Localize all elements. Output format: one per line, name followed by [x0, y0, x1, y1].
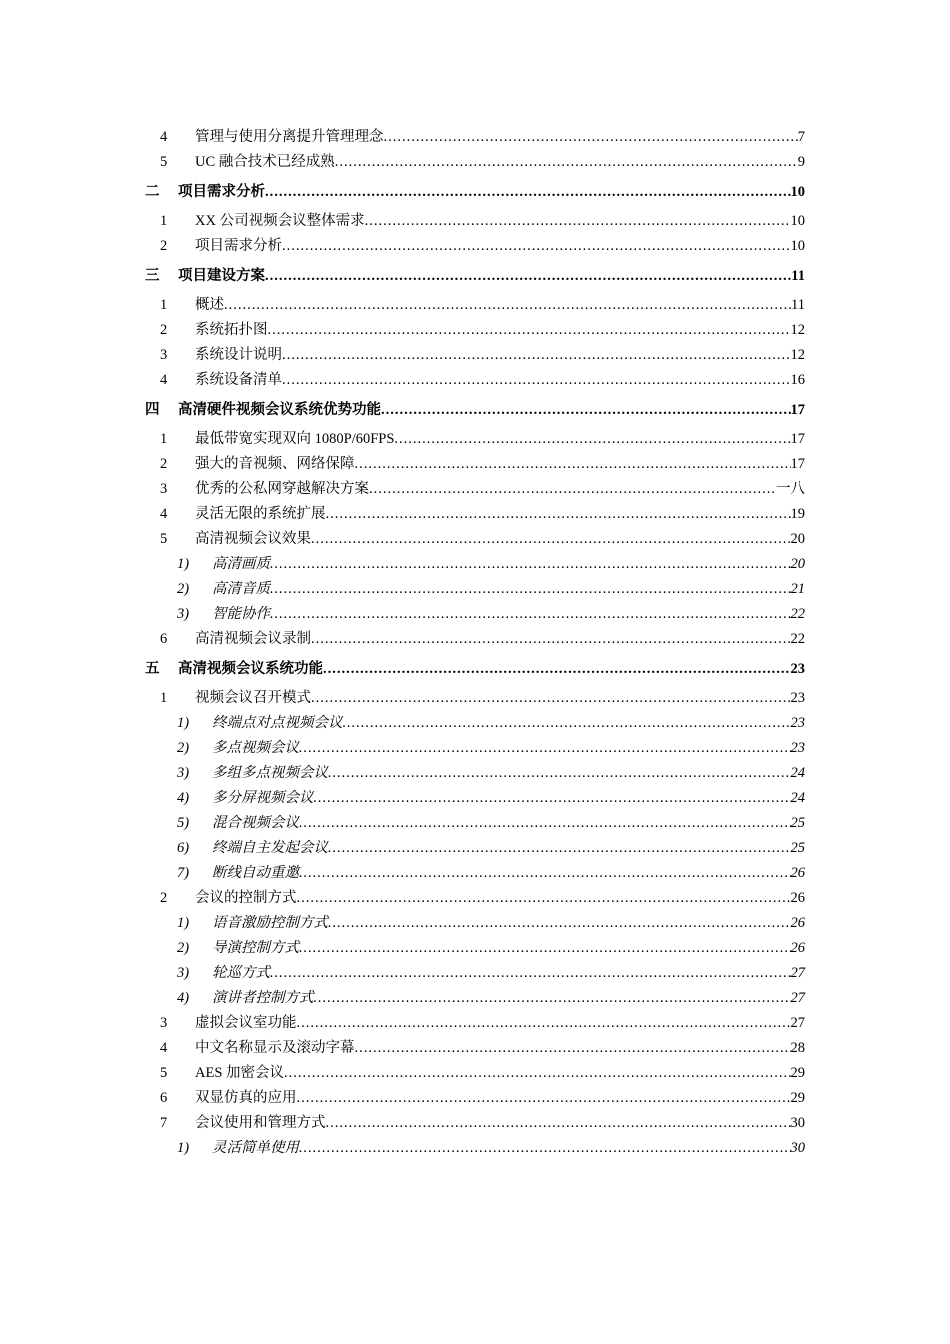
toc-entry-page: 24 — [790, 765, 805, 781]
toc-entry-number: 5 — [160, 531, 168, 547]
toc-entry-page: 23 — [790, 690, 805, 706]
toc-entry-page: 9 — [797, 154, 805, 170]
toc-entry-title: 会议的控制方式 — [195, 890, 297, 906]
toc-entry-number: 4 — [160, 372, 168, 388]
dot-leader — [297, 1011, 791, 1036]
toc-entry-title: 多分屏视频会议 — [212, 790, 314, 806]
toc-entry-title: XX 公司视频会议整体需求 — [195, 213, 365, 229]
toc-entry-title: 高清视频会议系统功能 — [178, 661, 323, 677]
dot-leader — [355, 1036, 791, 1061]
toc-entry-page: 11 — [791, 297, 805, 313]
toc-entry-row[interactable] — [0, 761, 950, 786]
toc-entry-page: 20 — [790, 531, 805, 547]
toc-entry-row[interactable] — [0, 1086, 950, 1111]
toc-entry-row[interactable] — [0, 686, 950, 711]
toc-entry-title: 智能协作 — [212, 606, 270, 622]
toc-entry-title: 项目建设方案 — [178, 268, 265, 284]
toc-entry-page: 23 — [790, 740, 805, 756]
toc-entry-row[interactable] — [0, 209, 950, 234]
toc-entry-row[interactable] — [0, 1111, 950, 1136]
dot-leader — [297, 1086, 791, 1111]
toc-entry-row[interactable] — [0, 786, 950, 811]
toc-entry-number: 2) — [177, 940, 190, 956]
dot-leader — [284, 1061, 790, 1086]
toc-entry-title: 灵活简单使用 — [212, 1140, 299, 1156]
dot-leader — [270, 602, 791, 627]
toc-entry-title: 语音激励控制方式 — [212, 915, 328, 931]
toc-entry-number: 2 — [160, 238, 168, 254]
toc-entry-page: 27 — [790, 990, 805, 1006]
toc-entry-number: 1) — [177, 915, 190, 931]
toc-entry-number: 3) — [177, 606, 190, 622]
dot-leader — [326, 502, 791, 527]
toc-entry-row[interactable] — [0, 125, 950, 150]
toc-entry-number: 三 — [145, 268, 160, 284]
toc-section-row[interactable] — [0, 259, 950, 293]
toc-entry-title: 高清视频会议效果 — [195, 531, 311, 547]
toc-entry-page: 一八 — [776, 481, 805, 497]
toc-entry-row[interactable] — [0, 1011, 950, 1036]
toc-entry-number: 2 — [160, 456, 168, 472]
toc-entry-page: 21 — [790, 581, 805, 597]
toc-entry-title: 双显仿真的应用 — [195, 1090, 297, 1106]
toc-entry-row[interactable] — [0, 961, 950, 986]
table-of-contents — [0, 125, 950, 1161]
toc-entry-row[interactable] — [0, 986, 950, 1011]
toc-entry-title: 终端点对点视频会议 — [212, 715, 343, 731]
toc-entry-row[interactable] — [0, 602, 950, 627]
toc-entry-row[interactable] — [0, 1061, 950, 1086]
toc-entry-row[interactable] — [0, 502, 950, 527]
toc-entry-page: 7 — [797, 129, 805, 145]
toc-entry-row[interactable] — [0, 811, 950, 836]
toc-entry-page: 26 — [790, 890, 805, 906]
dot-leader — [384, 125, 798, 150]
toc-entry-page: 26 — [790, 865, 805, 881]
toc-entry-number: 3) — [177, 765, 190, 781]
toc-entry-row[interactable] — [0, 836, 950, 861]
toc-entry-page: 10 — [790, 184, 805, 200]
toc-entry-row[interactable] — [0, 318, 950, 343]
toc-entry-title: 灵活无限的系统扩展 — [195, 506, 326, 522]
toc-section-row[interactable] — [0, 393, 950, 427]
toc-entry-number: 2) — [177, 740, 190, 756]
dot-leader — [326, 1111, 791, 1136]
dot-leader — [314, 786, 791, 811]
toc-entry-page: 17 — [790, 431, 805, 447]
toc-entry-number: 1 — [160, 431, 168, 447]
toc-entry-number: 1) — [177, 556, 190, 572]
dot-leader — [265, 259, 791, 293]
toc-entry-page: 11 — [791, 268, 805, 284]
toc-entry-page: 20 — [790, 556, 805, 572]
toc-entry-title: 多组多点视频会议 — [212, 765, 328, 781]
dot-leader — [297, 886, 791, 911]
dot-leader — [394, 427, 790, 452]
toc-entry-row[interactable] — [0, 552, 950, 577]
toc-entry-number: 1 — [160, 213, 168, 229]
toc-entry-title: 多点视频会议 — [212, 740, 299, 756]
toc-entry-page: 12 — [790, 322, 805, 338]
toc-entry-row[interactable] — [0, 1136, 950, 1161]
toc-entry-page: 10 — [790, 213, 805, 229]
toc-entry-number: 6 — [160, 631, 168, 647]
toc-entry-number: 7) — [177, 865, 190, 881]
dot-leader — [311, 627, 791, 652]
toc-entry-page: 22 — [790, 631, 805, 647]
dot-leader — [299, 1136, 791, 1161]
toc-entry-row[interactable] — [0, 1036, 950, 1061]
toc-entry-number: 1 — [160, 297, 168, 313]
toc-entry-title: 高清视频会议录制 — [195, 631, 311, 647]
toc-entry-page: 30 — [790, 1115, 805, 1131]
toc-entry-number: 3 — [160, 1015, 168, 1031]
dot-leader — [265, 175, 791, 209]
dot-leader — [224, 293, 791, 318]
toc-entry-number: 5) — [177, 815, 190, 831]
dot-leader — [335, 150, 798, 175]
toc-entry-title: 高清画质 — [212, 556, 270, 572]
toc-entry-number: 1 — [160, 690, 168, 706]
toc-entry-title: 会议使用和管理方式 — [195, 1115, 326, 1131]
toc-entry-title: 高清音质 — [212, 581, 270, 597]
toc-entry-page: 24 — [790, 790, 805, 806]
toc-entry-number: 5 — [160, 1065, 168, 1081]
toc-entry-number: 二 — [145, 184, 160, 200]
toc-entry-title: UC 融合技术已经成熟 — [195, 154, 335, 170]
toc-section-row[interactable] — [0, 175, 950, 209]
toc-entry-page: 29 — [790, 1090, 805, 1106]
toc-entry-title: 项目需求分析 — [178, 184, 265, 200]
toc-entry-title: 管理与使用分离提升管理理念 — [195, 129, 384, 145]
dot-leader — [299, 811, 791, 836]
dot-leader — [328, 761, 791, 786]
toc-entry-page: 23 — [790, 661, 805, 677]
toc-entry-row[interactable] — [0, 886, 950, 911]
toc-entry-row[interactable] — [0, 368, 950, 393]
dot-leader — [314, 986, 791, 1011]
toc-entry-page: 12 — [790, 347, 805, 363]
toc-entry-number: 四 — [145, 402, 160, 418]
dot-leader — [299, 936, 791, 961]
toc-section-row[interactable] — [0, 652, 950, 686]
toc-entry-title: 中文名称显示及滚动字幕 — [195, 1040, 355, 1056]
toc-entry-row[interactable] — [0, 736, 950, 761]
dot-leader — [270, 961, 791, 986]
toc-entry-number: 4 — [160, 1040, 168, 1056]
toc-entry-number: 五 — [145, 661, 160, 677]
toc-entry-number: 5 — [160, 154, 168, 170]
dot-leader — [328, 911, 791, 936]
toc-entry-row[interactable] — [0, 711, 950, 736]
toc-entry-number: 6) — [177, 840, 190, 856]
dot-leader — [328, 836, 791, 861]
dot-leader — [268, 318, 791, 343]
toc-entry-number: 4) — [177, 790, 190, 806]
toc-entry-title: 虚拟会议室功能 — [195, 1015, 297, 1031]
dot-leader — [270, 552, 791, 577]
dot-leader — [381, 393, 791, 427]
toc-entry-title: 终端自主发起会议 — [212, 840, 328, 856]
toc-entry-title: 系统设计说明 — [195, 347, 282, 363]
toc-entry-number: 3 — [160, 481, 168, 497]
toc-entry-number: 1) — [177, 715, 190, 731]
toc-entry-row[interactable] — [0, 527, 950, 552]
toc-entry-title: AES 加密会议 — [195, 1065, 285, 1081]
toc-entry-number: 1) — [177, 1140, 190, 1156]
toc-entry-page: 23 — [790, 715, 805, 731]
toc-entry-page: 25 — [790, 815, 805, 831]
toc-entry-page: 26 — [790, 915, 805, 931]
toc-entry-title: 演讲者控制方式 — [212, 990, 314, 1006]
toc-entry-number: 3 — [160, 347, 168, 363]
dot-leader — [323, 652, 791, 686]
toc-entry-page: 27 — [790, 1015, 805, 1031]
toc-entry-row[interactable] — [0, 150, 950, 175]
toc-entry-title: 强大的音视频、网络保障 — [195, 456, 355, 472]
toc-entry-row[interactable] — [0, 911, 950, 936]
toc-entry-number: 6 — [160, 1090, 168, 1106]
toc-entry-title: 导演控制方式 — [212, 940, 299, 956]
toc-entry-row[interactable] — [0, 577, 950, 602]
toc-entry-row[interactable] — [0, 452, 950, 477]
toc-entry-number: 4) — [177, 990, 190, 1006]
dot-leader — [299, 736, 791, 761]
toc-entry-page: 25 — [790, 840, 805, 856]
toc-entry-page: 28 — [790, 1040, 805, 1056]
toc-entry-row[interactable] — [0, 234, 950, 259]
toc-entry-title: 优秀的公私网穿越解决方案 — [195, 481, 369, 497]
toc-entry-row[interactable] — [0, 477, 950, 502]
toc-entry-row[interactable] — [0, 861, 950, 886]
toc-entry-page: 16 — [790, 372, 805, 388]
toc-entry-number: 4 — [160, 506, 168, 522]
toc-entry-number: 4 — [160, 129, 168, 145]
toc-entry-title: 项目需求分析 — [195, 238, 282, 254]
toc-entry-title: 概述 — [195, 297, 224, 313]
toc-entry-page: 10 — [790, 238, 805, 254]
dot-leader — [343, 711, 791, 736]
toc-entry-page: 17 — [790, 402, 805, 418]
toc-entry-title: 系统拓扑图 — [195, 322, 268, 338]
toc-entry-title: 最低带宽实现双向 1080P/60FPS — [195, 431, 395, 447]
toc-entry-row[interactable] — [0, 343, 950, 368]
dot-leader — [282, 343, 791, 368]
toc-entry-page: 30 — [790, 1140, 805, 1156]
dot-leader — [270, 577, 791, 602]
dot-leader — [282, 368, 791, 393]
toc-entry-title: 视频会议召开模式 — [195, 690, 311, 706]
dot-leader — [299, 861, 791, 886]
toc-entry-number: 2 — [160, 890, 168, 906]
toc-entry-page: 22 — [790, 606, 805, 622]
toc-entry-title: 轮巡方式 — [212, 965, 270, 981]
toc-entry-title: 高清硬件视频会议系统优势功能 — [178, 402, 381, 418]
toc-entry-number: 3) — [177, 965, 190, 981]
dot-leader — [282, 234, 791, 259]
toc-entry-number: 2 — [160, 322, 168, 338]
toc-entry-title: 混合视频会议 — [212, 815, 299, 831]
toc-entry-page: 27 — [790, 965, 805, 981]
dot-leader — [311, 527, 791, 552]
toc-entry-title: 系统设备清单 — [195, 372, 282, 388]
dot-leader — [365, 209, 791, 234]
toc-entry-page: 26 — [790, 940, 805, 956]
toc-entry-row[interactable] — [0, 427, 950, 452]
toc-entry-row[interactable] — [0, 936, 950, 961]
toc-entry-title: 断线自动重邀 — [212, 865, 299, 881]
toc-entry-page: 29 — [790, 1065, 805, 1081]
toc-entry-row[interactable] — [0, 293, 950, 318]
toc-entry-page: 17 — [790, 456, 805, 472]
dot-leader — [311, 686, 791, 711]
toc-entry-page: 19 — [790, 506, 805, 522]
dot-leader — [355, 452, 791, 477]
dot-leader — [369, 477, 776, 502]
toc-entry-row[interactable] — [0, 627, 950, 652]
toc-entry-number: 2) — [177, 581, 190, 597]
toc-entry-number: 7 — [160, 1115, 168, 1131]
